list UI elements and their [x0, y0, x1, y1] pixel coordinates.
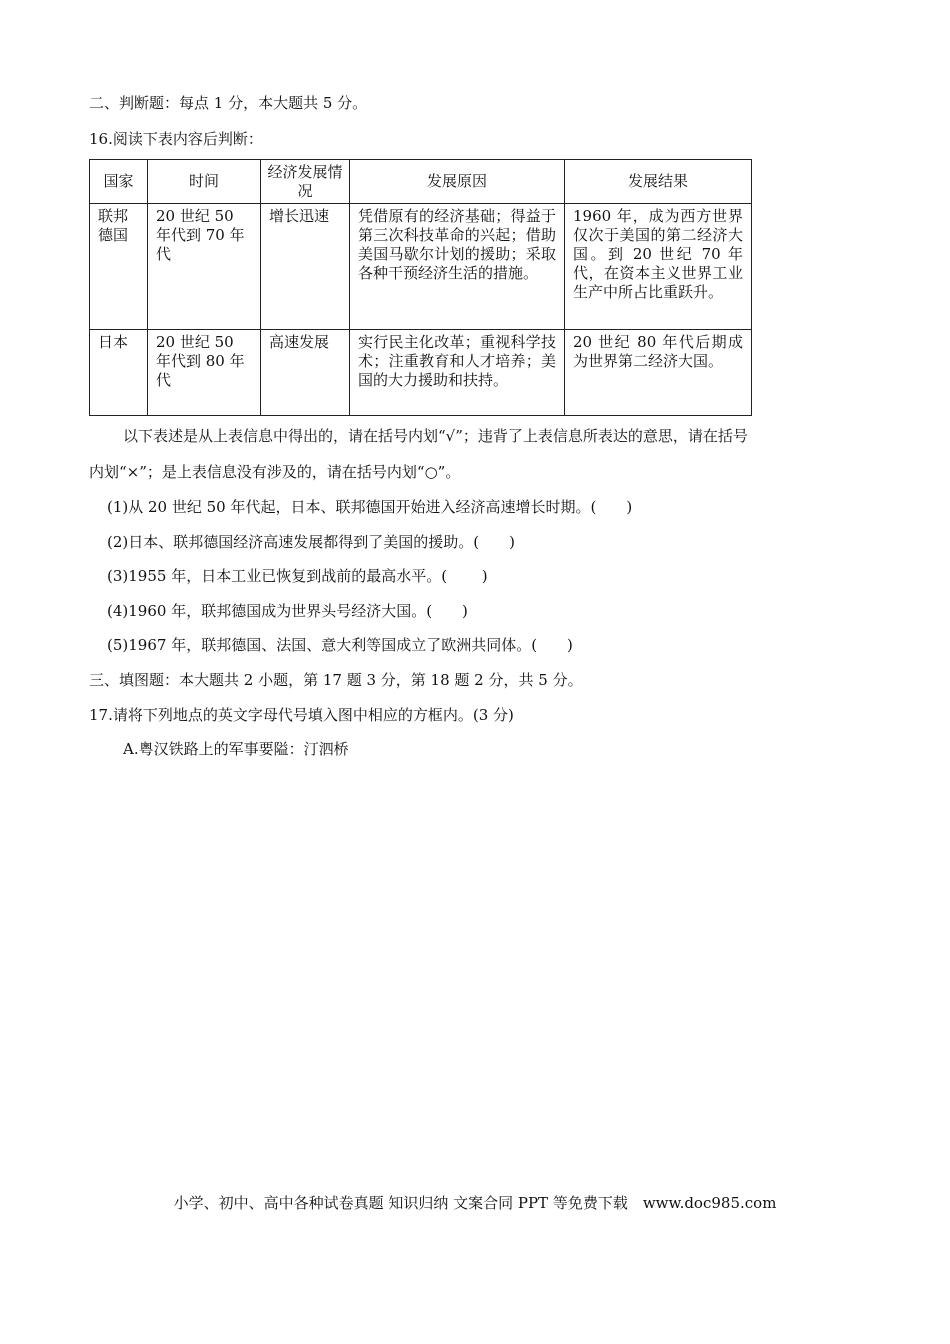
- instruction-line-2: 内划“×”；是上表信息没有涉及的，请在括号内划“○”。: [89, 463, 461, 481]
- judgment-item-5: (5)1967 年，联邦德国、法国、意大利等国成立了欧洲共同体。( ): [107, 636, 573, 654]
- cell-reason: 实行民主化改革；重视科学技术；注重教育和人才培养；美国的大力援助和扶持。: [350, 330, 565, 416]
- header-status: 经济发展情况: [261, 160, 350, 204]
- economy-table: [89, 159, 752, 416]
- q17-title: 17.请将下列地点的英文字母代号填入图中相应的方框内。(3 分): [89, 706, 514, 724]
- header-country: 国家: [90, 160, 148, 204]
- table-row: [90, 204, 752, 330]
- q16-title: 16.阅读下表内容后判断：: [89, 130, 263, 148]
- judgment-item-4: (4)1960 年，联邦德国成为世界头号经济大国。( ): [107, 602, 468, 620]
- cell-result: 1960 年，成为西方世界仅次于美国的第二经济大国。到 20 世纪 70 年代，在资本主义世界工业生产中所占比重跃升。: [565, 204, 752, 330]
- judgment-item-3: (3)1955 年，日本工业已恢复到战前的最高水平。( ): [107, 567, 488, 585]
- cell-status: 高速发展: [261, 330, 350, 416]
- cell-reason: 凭借原有的经济基础；得益于第三次科技革命的兴起；借助美国马歇尔计划的援助；采取各种干预经济生活的措施。: [350, 204, 565, 330]
- section3-heading: 三、填图题：本大题共 2 小题，第 17 题 3 分，第 18 题 2 分，共 5 分。: [89, 671, 583, 689]
- table-row: [90, 330, 752, 416]
- header-result: 发展结果: [565, 160, 752, 204]
- cell-country: 日本: [90, 330, 148, 416]
- cell-time: 20 世纪 50 年代到 70 年代: [148, 204, 261, 330]
- judgment-item-2: (2)日本、联邦德国经济高速发展都得到了美国的援助。( ): [107, 533, 515, 551]
- cell-result: 20 世纪 80 年代后期成为世界第二经济大国。: [565, 330, 752, 416]
- q17-item-a: A.粤汉铁路上的军事要隘：汀泗桥: [123, 740, 349, 758]
- cell-time: 20 世纪 50 年代到 80 年代: [148, 330, 261, 416]
- instruction-line-1: 以下表述是从上表信息中得出的，请在括号内划“√”；违背了上表信息所表达的意思，请在括号: [123, 427, 748, 445]
- judgment-item-1: (1)从 20 世纪 50 年代起，日本、联邦德国开始进入经济高速增长时期。( ): [107, 498, 633, 516]
- cell-status: 增长迅速: [261, 204, 350, 330]
- header-time: 时间: [148, 160, 261, 204]
- section2-heading: 二、判断题：每点 1 分，本大题共 5 分。: [89, 94, 368, 112]
- page-footer: 小学、初中、高中各种试卷真题 知识归纳 文案合同 PPT 等免费下载 www.doc985.com: [173, 1194, 777, 1212]
- cell-country: 联邦德国: [90, 204, 148, 330]
- header-reason: 发展原因: [350, 160, 565, 204]
- table-header-row: [90, 160, 752, 204]
